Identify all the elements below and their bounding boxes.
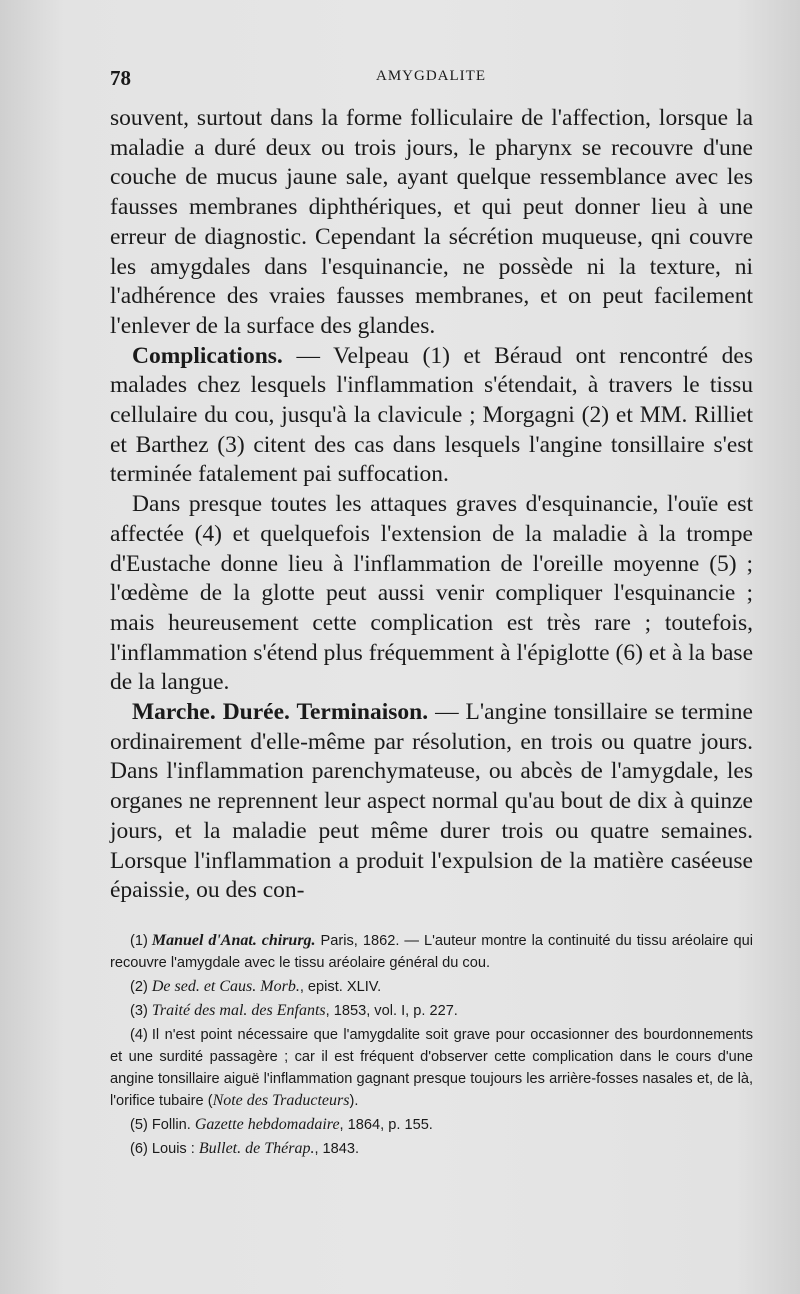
footnote-text: , 1864, p. 155. xyxy=(339,1117,433,1133)
footnote-marker: (6) xyxy=(130,1141,148,1157)
footnote-title: De sed. et Caus. Morb. xyxy=(151,978,300,995)
footnote-4 xyxy=(110,1024,753,1112)
footnote-text: , 1853, vol. I, p. 227. xyxy=(325,1003,458,1019)
page-number: 78 xyxy=(110,66,131,90)
footnote-title: Manuel d'Anat. chirurg. xyxy=(151,932,316,949)
footnote-marker: (5) xyxy=(130,1117,148,1133)
section-heading-complications: Complications. xyxy=(132,342,283,369)
footnote-text-after: ). xyxy=(349,1093,359,1109)
paragraph-1 xyxy=(110,104,753,342)
paragraph-text: souvent, surtout dans la forme folliculaire de l'affection, lorsque la maladie a duré deux ou trois jours, le pharynx se recouvre d'une couche de mucus jaune sale, ayant quelque ressemblance avec les fausses membranes diphthériques, et qui peut donner lieu à une erreur de diagnostic. Cependant la sécrétion muqueuse, qni couvre les amygdales dans l'esquinancie, ne possède ni la texture, ni l'adhérence des vraies fausses membranes, et on peut facilement l'enlever de la surface des glandes. xyxy=(110,105,753,339)
body-text xyxy=(110,104,753,906)
paragraph-complications xyxy=(110,342,753,491)
paragraph-marche xyxy=(110,698,753,906)
paragraph-3 xyxy=(110,490,753,698)
page-header xyxy=(110,66,752,92)
footnote-marker: (4) xyxy=(130,1027,148,1043)
footnote-2 xyxy=(110,976,753,998)
footnote-3 xyxy=(110,1000,753,1022)
footnote-text: , 1843. xyxy=(314,1141,360,1157)
footnote-text-before: Louis : xyxy=(151,1141,199,1157)
paragraph-text: — Velpeau (1) et Béraud ont rencontré des malades chez lesquels l'inflammation s'étendait, à travers le tissu cellulaire du cou, jusqu'à la clavicule ; Morgagni (2) et MM. Rilliet et Barthez (3) citent des cas dans lesquels l'angine tonsillaire s'est terminée fatalement pai suffocation. xyxy=(110,342,753,488)
paragraph-text: — L'angine tonsillaire se termine ordinairement d'elle-même par résolution, en trois ou quatre jours. Dans l'inflammation parenchymateuse, ou abcès de l'amygdale, les organes ne reprennent leur aspect normal qu'au bout de dix à quinze jours, et la maladie peut même durer trois ou quatre semaines. Lorsque l'inflammation a produit l'expulsion de la matière caséeuse épaissie, ou des con- xyxy=(110,699,753,904)
footnote-text: Paris, 1862. — L'auteur montre la continuité du tissu aréolaire qui recouvre l'amygdale avec le tissu aréolaire général du cou. xyxy=(110,933,753,971)
footnote-1 xyxy=(110,930,753,974)
footnote-marker: (1) xyxy=(130,933,148,949)
footnote-title: Traité des mal. des Enfants xyxy=(151,1002,326,1019)
footnote-6 xyxy=(110,1138,753,1160)
footnote-title: Bullet. de Thérap. xyxy=(198,1140,315,1157)
footnote-text-before: Follin. xyxy=(151,1117,195,1133)
paragraph-text: Dans presque toutes les attaques graves d'esquinancie, l'ouïe est affectée (4) et quelquefois l'extension de la maladie à la trompe d'Eustache donne lieu à l'inflammation de l'oreille moyenne (5) ; l'œdème de la glotte peut aussi venir compliquer l'esquinancie ; mais heureusement cette complication est très rare ; toutefois, l'inflammation s'étend plus fréquemment à l'épiglotte (6) et à la base de la langue. xyxy=(110,491,753,696)
section-heading-marche: Marche. Durée. Terminaison. xyxy=(132,699,429,726)
footnote-text: , epist. XLIV. xyxy=(299,979,382,995)
footnotes xyxy=(110,930,753,1162)
footnote-marker: (3) xyxy=(130,1003,148,1019)
footnote-5 xyxy=(110,1114,753,1136)
running-title: AMYGDALITE xyxy=(376,68,486,84)
footnote-text: Il n'est point nécessaire que l'amygdalite soit grave pour occasionner des bourdonnements et une surdité passagère ; car il est fréquent d'observer cette complication dans le cours d'une angine tonsillaire aiguë l'inflammation gagnant presque toujours les arrière-fosses nasales et, de là, l'orifice tubaire ( xyxy=(110,1027,753,1109)
footnote-title: Note des Traducteurs xyxy=(212,1092,350,1109)
footnote-marker: (2) xyxy=(130,979,148,995)
footnote-title: Gazette hebdomadaire xyxy=(194,1116,340,1133)
